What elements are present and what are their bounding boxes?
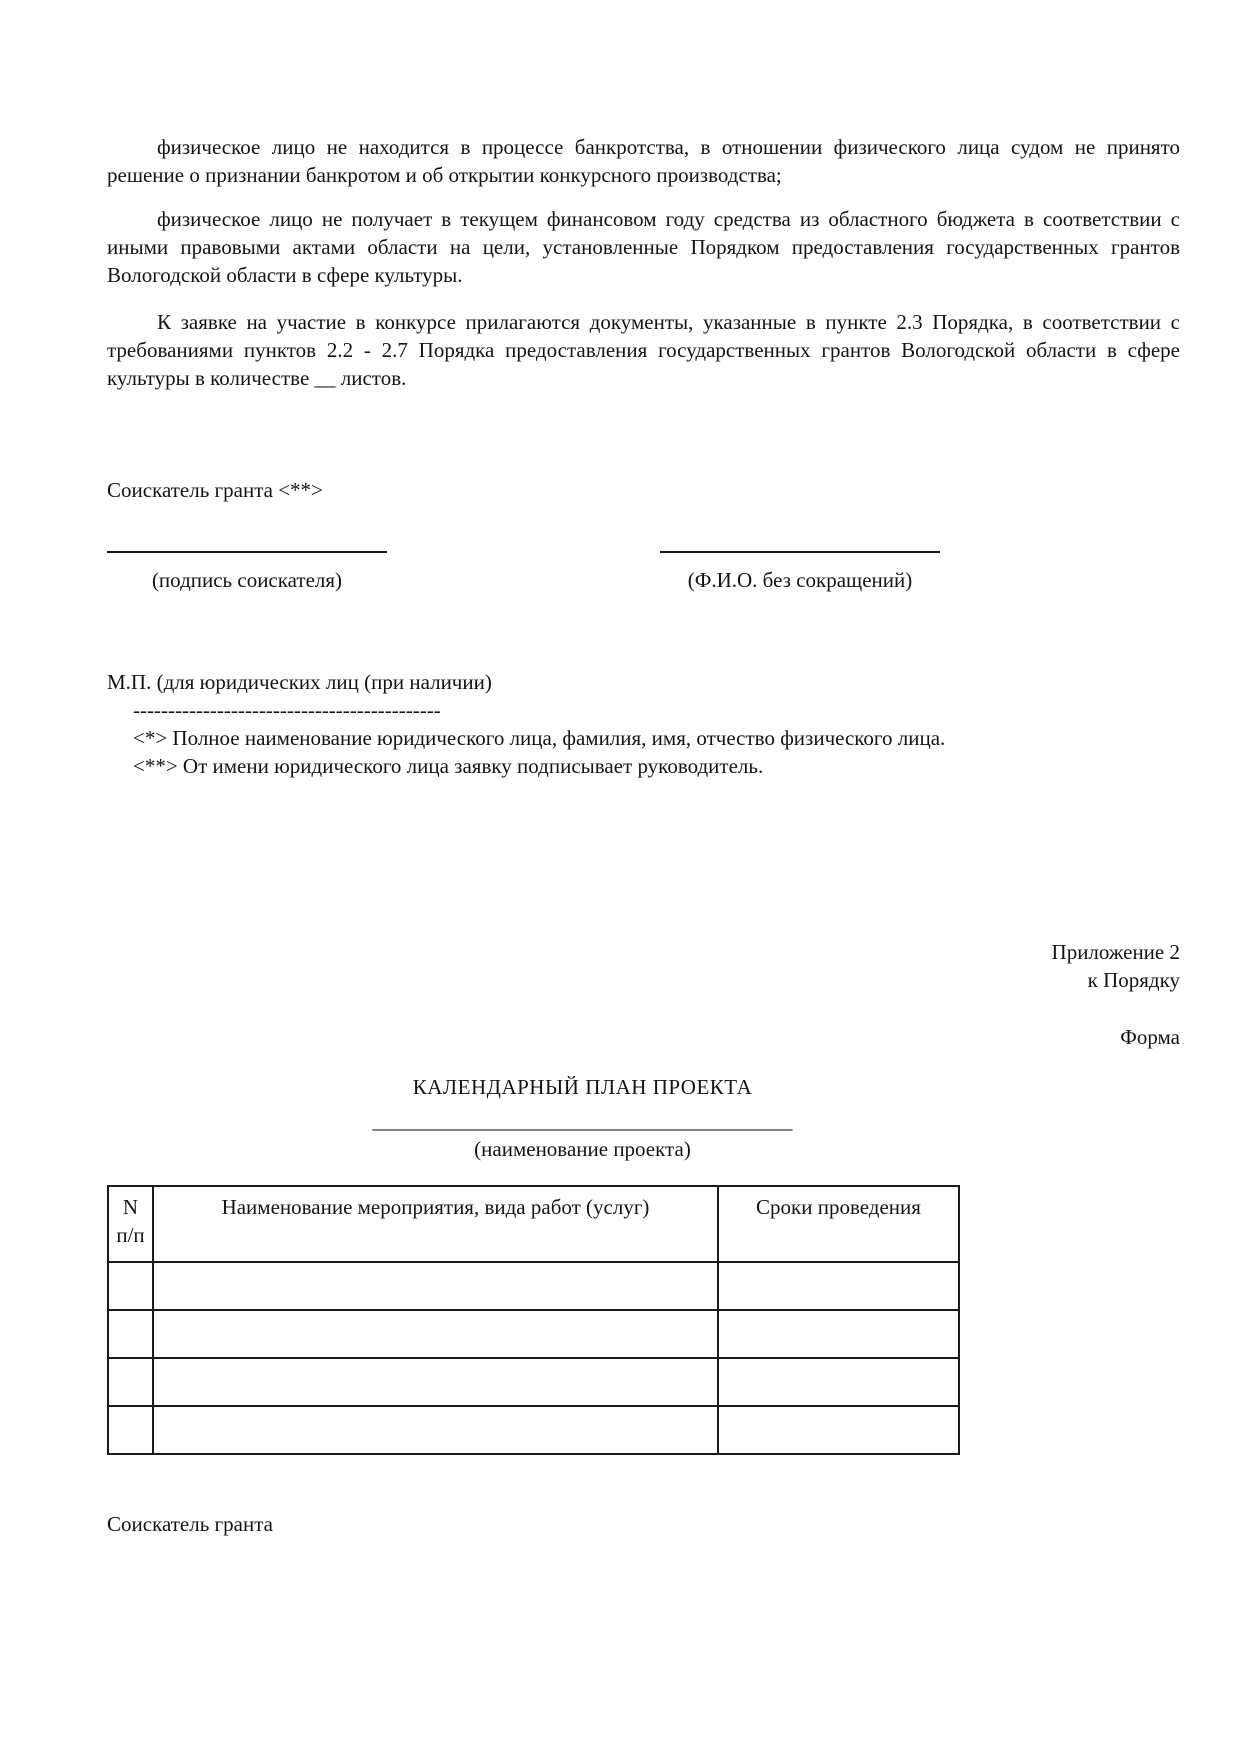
table-cell-empty xyxy=(108,1310,153,1358)
footnote-full-name: <*> Полное наименование юридического лица, фамилия, имя, отчество физического лица. xyxy=(133,726,946,750)
table-cell-empty xyxy=(108,1406,153,1454)
signature-caption-left: (подпись соискателя) xyxy=(151,568,343,592)
table-cell-empty xyxy=(153,1406,718,1454)
calendar-plan-header xyxy=(107,1073,1058,1163)
table-cell-empty xyxy=(153,1358,718,1406)
table-cell-empty xyxy=(718,1310,959,1358)
table-row xyxy=(108,1406,959,1454)
project-name-caption: (наименование проекта) xyxy=(474,1137,691,1161)
seal-note: М.П. (для юридических лиц (при наличии) xyxy=(107,670,492,694)
table-cell-empty xyxy=(108,1262,153,1310)
appendix-block xyxy=(107,938,1180,1051)
signature-block-left xyxy=(107,551,387,594)
table-cell-empty xyxy=(718,1358,959,1406)
footnote-signed-by-head: <**> От имени юридического лица заявку подписывает руководитель. xyxy=(133,754,764,778)
signature-blank-right xyxy=(660,551,940,553)
table-row xyxy=(108,1310,959,1358)
signature-blank-left xyxy=(107,551,387,553)
table-header-row xyxy=(108,1186,959,1262)
table-header-dates: Сроки проведения xyxy=(718,1186,959,1262)
signature-block-right xyxy=(660,551,940,594)
signature-caption-right: (Ф.И.О. без сокращений) xyxy=(687,568,913,592)
paragraph-bankruptcy: физическое лицо не находится в процессе банкротства, в отношении физического лица судом не принято решение о признании банкротом и об открытии конкурсного производства; xyxy=(107,135,1180,187)
form-label: Форма xyxy=(1120,1025,1180,1049)
calendar-plan-table xyxy=(107,1185,960,1455)
table-header-number: N п/п xyxy=(108,1186,153,1262)
table-row xyxy=(108,1358,959,1406)
appendix-to-order: к Порядку xyxy=(1087,968,1180,992)
footer-applicant-label: Соискатель гранта xyxy=(107,1512,273,1536)
table-cell-empty xyxy=(153,1310,718,1358)
table-cell-empty xyxy=(718,1406,959,1454)
paragraph-budget: физическое лицо не получает в текущем финансовом году средства из областного бюджета в соответствии с иными правовыми актами области на цели, установленные Порядком предоставления государственных грантов Вологодской области в сфере культуры. xyxy=(107,207,1180,287)
signature-row xyxy=(107,551,1180,594)
applicant-label: Соискатель гранта <**> xyxy=(107,478,323,502)
appendix-number: Приложение 2 xyxy=(1051,940,1180,964)
table-cell-empty xyxy=(108,1358,153,1406)
plan-title: КАЛЕНДАРНЫЙ ПЛАН ПРОЕКТА xyxy=(412,1075,753,1099)
table-row xyxy=(108,1262,959,1310)
table-cell-empty xyxy=(718,1262,959,1310)
paragraph-attachments: К заявке на участие в конкурсе прилагаются документы, указанные в пункте 2.3 Порядка, в соответствии с требованиями пунктов 2.2 - 2.7 Порядка предоставления государственных грантов Вологодской области в сфере культуры в количестве __ листов. xyxy=(107,310,1180,390)
table-header-activity: Наименование мероприятия, вида работ (услуг) xyxy=(153,1186,718,1262)
table-cell-empty xyxy=(153,1262,718,1310)
project-name-line: ________________________________________ xyxy=(372,1109,793,1133)
footnote-divider: -------------------------------------------- xyxy=(133,698,441,722)
